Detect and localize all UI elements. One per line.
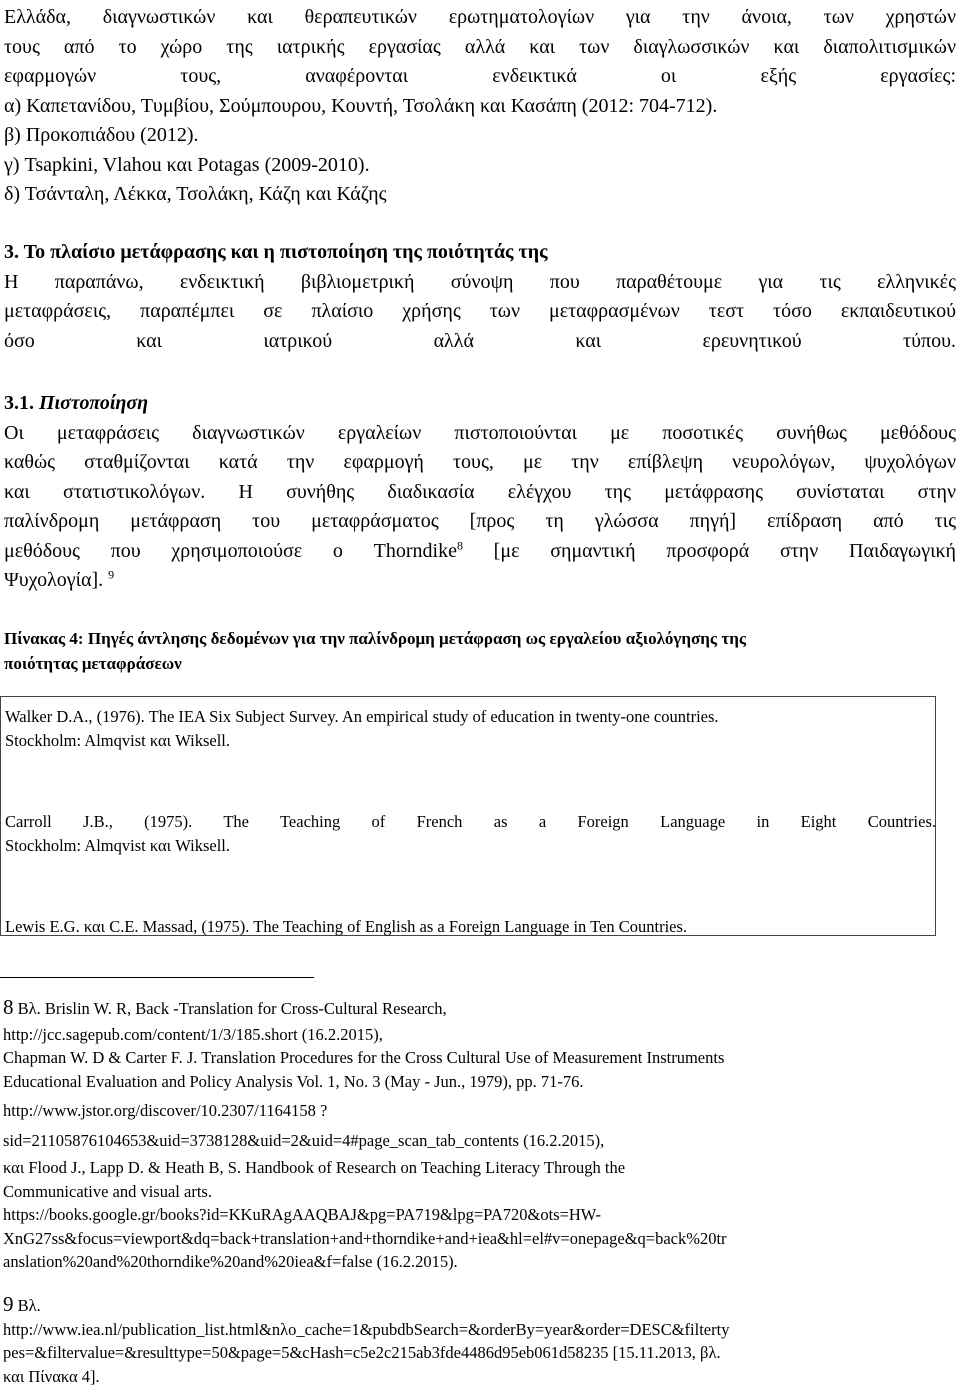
section-3-1-heading xyxy=(4,389,956,419)
section-3-line: όσο και ιατρικού αλλά και ερευνητικού τύπου. xyxy=(4,329,956,352)
intro-line: Ελλάδα, διαγνωστικών και θεραπευτικών ερωτηματολογίων για την άνοια, των χρηστών xyxy=(4,6,956,28)
intro-line: εφαρμογών τους, αναφέρονται ενδεικτικά οι εξής εργασίες: xyxy=(4,65,956,87)
intro-paragraph xyxy=(4,3,956,210)
section-3-1-line-footnote-9: Ψυχολογία]. $^9$ xyxy=(4,567,115,591)
section-3-1-line: παλίνδρομη μετάφραση του μεταφράσματος [προς τη γλώσσα πηγή] επίδραση από τις xyxy=(4,510,956,532)
footnote-link[interactable]: https://books.google.gr/books?id=KKuRAgAAQBAJ&pg=PA719&lpg=PA720&ots=HW- xyxy=(3,1205,601,1224)
section-3-1 xyxy=(4,389,956,596)
footnote-link[interactable]: sid=21105876104653&uid=3738128&uid=2&uid=4#page_scan_tab_contents (16.2.2015), xyxy=(3,1130,605,1150)
footnote-number: 8 xyxy=(3,995,14,1019)
reference-row: Carroll J.B., (1975). The Teaching of French as a Foreign Language in Eight Countries. Stockholm: Almqvist και Wiksell. xyxy=(5,812,936,855)
section-title: Πιστοποίηση xyxy=(39,392,149,414)
list-item-d: δ) Τσάνταλη, Λέκκα, Τσολάκη, Κάζη και Κάζης xyxy=(4,183,387,205)
section-3-1-line: Οι μεταφράσεις διαγνωστικών εργαλείων πιστοποιούνται με ποσοτικές συνήθως μεθόδους xyxy=(4,421,956,444)
section-3 xyxy=(4,238,956,356)
footnote-9: 9 Βλ. http://www.iea.nl/publication_list.html&nλo_cache=1&pubdbSearch=&orderBy=year&order=DESC&filterty pes=&filtervalue=&resulttype=50&page=5&cHash=c5e2c215ab3fde4486d95eb061d58235 [15.11.2013, βλ. και Πίνακα 4]. xyxy=(3,1293,958,1388)
section-3-1-line: καθώς σταθμίζονται κατά την εφαρμογή τους, με την επίβλεψη νευρολόγων, ψυχολόγων xyxy=(4,451,956,473)
footnote-number: 9 xyxy=(3,1292,14,1316)
reference-row: Lewis E.G. και C.E. Massad, (1975). The Teaching of English as a Foreign Language in Ten Countries. xyxy=(5,917,688,936)
footnote-link[interactable]: http://jcc.sagepub.com/content/1/3/185.short (16.2.2015), xyxy=(3,1024,383,1044)
section-3-heading: 3. Το πλαίσιο μετάφρασης και η πιστοποίηση της ποιότητάς της xyxy=(4,241,548,263)
section-3-line: Η παραπάνω, ενδεικτική βιβλιομετρική σύνοψη που παραθέτουμε για τις ελληνικές xyxy=(4,270,956,293)
section-3-1-line: και στατιστικολόγων. Η συνήθης διαδικασία ελέγχου της μετάφρασης συνίσταται στην xyxy=(4,480,956,503)
footnote-link[interactable]: anslation%20and%20thorndike%20and%20iea&f=false (16.2.2015). xyxy=(3,1252,458,1271)
list-item-c: γ) Tsapkini, Vlahou και Potagas (2009-2010). xyxy=(4,153,370,176)
footnote-link[interactable]: XnG27ss&focus=viewport&dq=back+translation+and+thorndike+and+iea&hl=el#v=onepage&q=back%20tr xyxy=(3,1228,727,1248)
intro-line: τους από το χώρο της ιατρικής εργασίας αλλά και των διαγλωσσικών και διαπολιτισμικών xyxy=(4,35,956,58)
list-item-b: β) Προκοπιάδου (2012). xyxy=(4,124,199,146)
table-caption: Πίνακας 4: Πηγές άντλησης δεδομένων για την παλίνδρομη μετάφραση ως εργαλείου αξιολόγησης της ποιότητας μεταφράσεων xyxy=(4,629,747,673)
reference-row: Walker D.A., (1976). The IEA Six Subject Survey. An empirical study of education in twenty-one countries. Stockholm: Almqvist και Wiksell. xyxy=(5,707,719,750)
footnote-link[interactable]: http://www.jstor.org/discover/10.2307/1164158 ? xyxy=(3,1101,328,1120)
footnote-link[interactable]: http://www.iea.nl/publication_list.html&nλo_cache=1&pubdbSearch=&orderBy=year&order=DESC&filterty xyxy=(3,1319,730,1339)
section-number: 3.1. xyxy=(4,392,34,414)
section-3-1-line-footnote-8: μεθόδους που χρησιμοποιούσε ο Thorndike$^8$ [με σημαντική προσφορά στην Παιδαγωγική xyxy=(4,537,956,562)
footnote-ref-9[interactable]: 9 xyxy=(108,567,115,582)
section-3-line: μεταφράσεις, παραπέμπει σε πλαίσιο χρήσης των μεταφρασμένων τεστ τόσο εκπαιδευτικού xyxy=(4,300,956,322)
footnote-ref-8[interactable]: 8 xyxy=(456,537,463,552)
footnote-separator xyxy=(0,977,314,978)
list-item-a: α) Καπετανίδου, Τυμβίου, Σούμπουρου, Κουντή, Τσολάκη και Κασάπη (2012: 704-712). xyxy=(4,94,718,117)
footnote-link[interactable]: pes=&filtervalue=&resulttype=50&page=5&cHash=c5e2c215ab3fde4486d95eb061d58235 [15.11.2013, βλ. xyxy=(3,1343,721,1362)
footnote-8: 8 Βλ. Brislin W. R, Back -Translation for Cross-Cultural Research, http://jcc.sagepub.com/content/1/3/185.short (16.2.2015), Chapman W. D & Carter F. J. Translation Procedures for the Cross Cultural Use of Measurement Instruments Educational Evaluation and Policy Analysis Vol. 1, No. 3 (May - Jun., 1979), pp. 71-76. http://www.jstor.org/discover/10.2307/1164158 ? sid=21105876104653&uid=3738128&uid=2&uid=4#page_scan_tab_contents (16.2.2015), και Flood J., Lapp D. & Heath B, S. Handbook of Research on Teaching Literacy Through the Communicative and visual arts. https://books.google.gr/books?id=KKuRAgAAQBAJ&pg=PA719&lpg=PA720&ots=HW- XnG27ss&focus=viewport&dq=back+translation+and+thorndike+and+iea&hl=el#v=onepage&q=back%20tr anslation%20and%20thorndike%20and%20iea&f=false (16.2.2015). xyxy=(3,996,958,1274)
